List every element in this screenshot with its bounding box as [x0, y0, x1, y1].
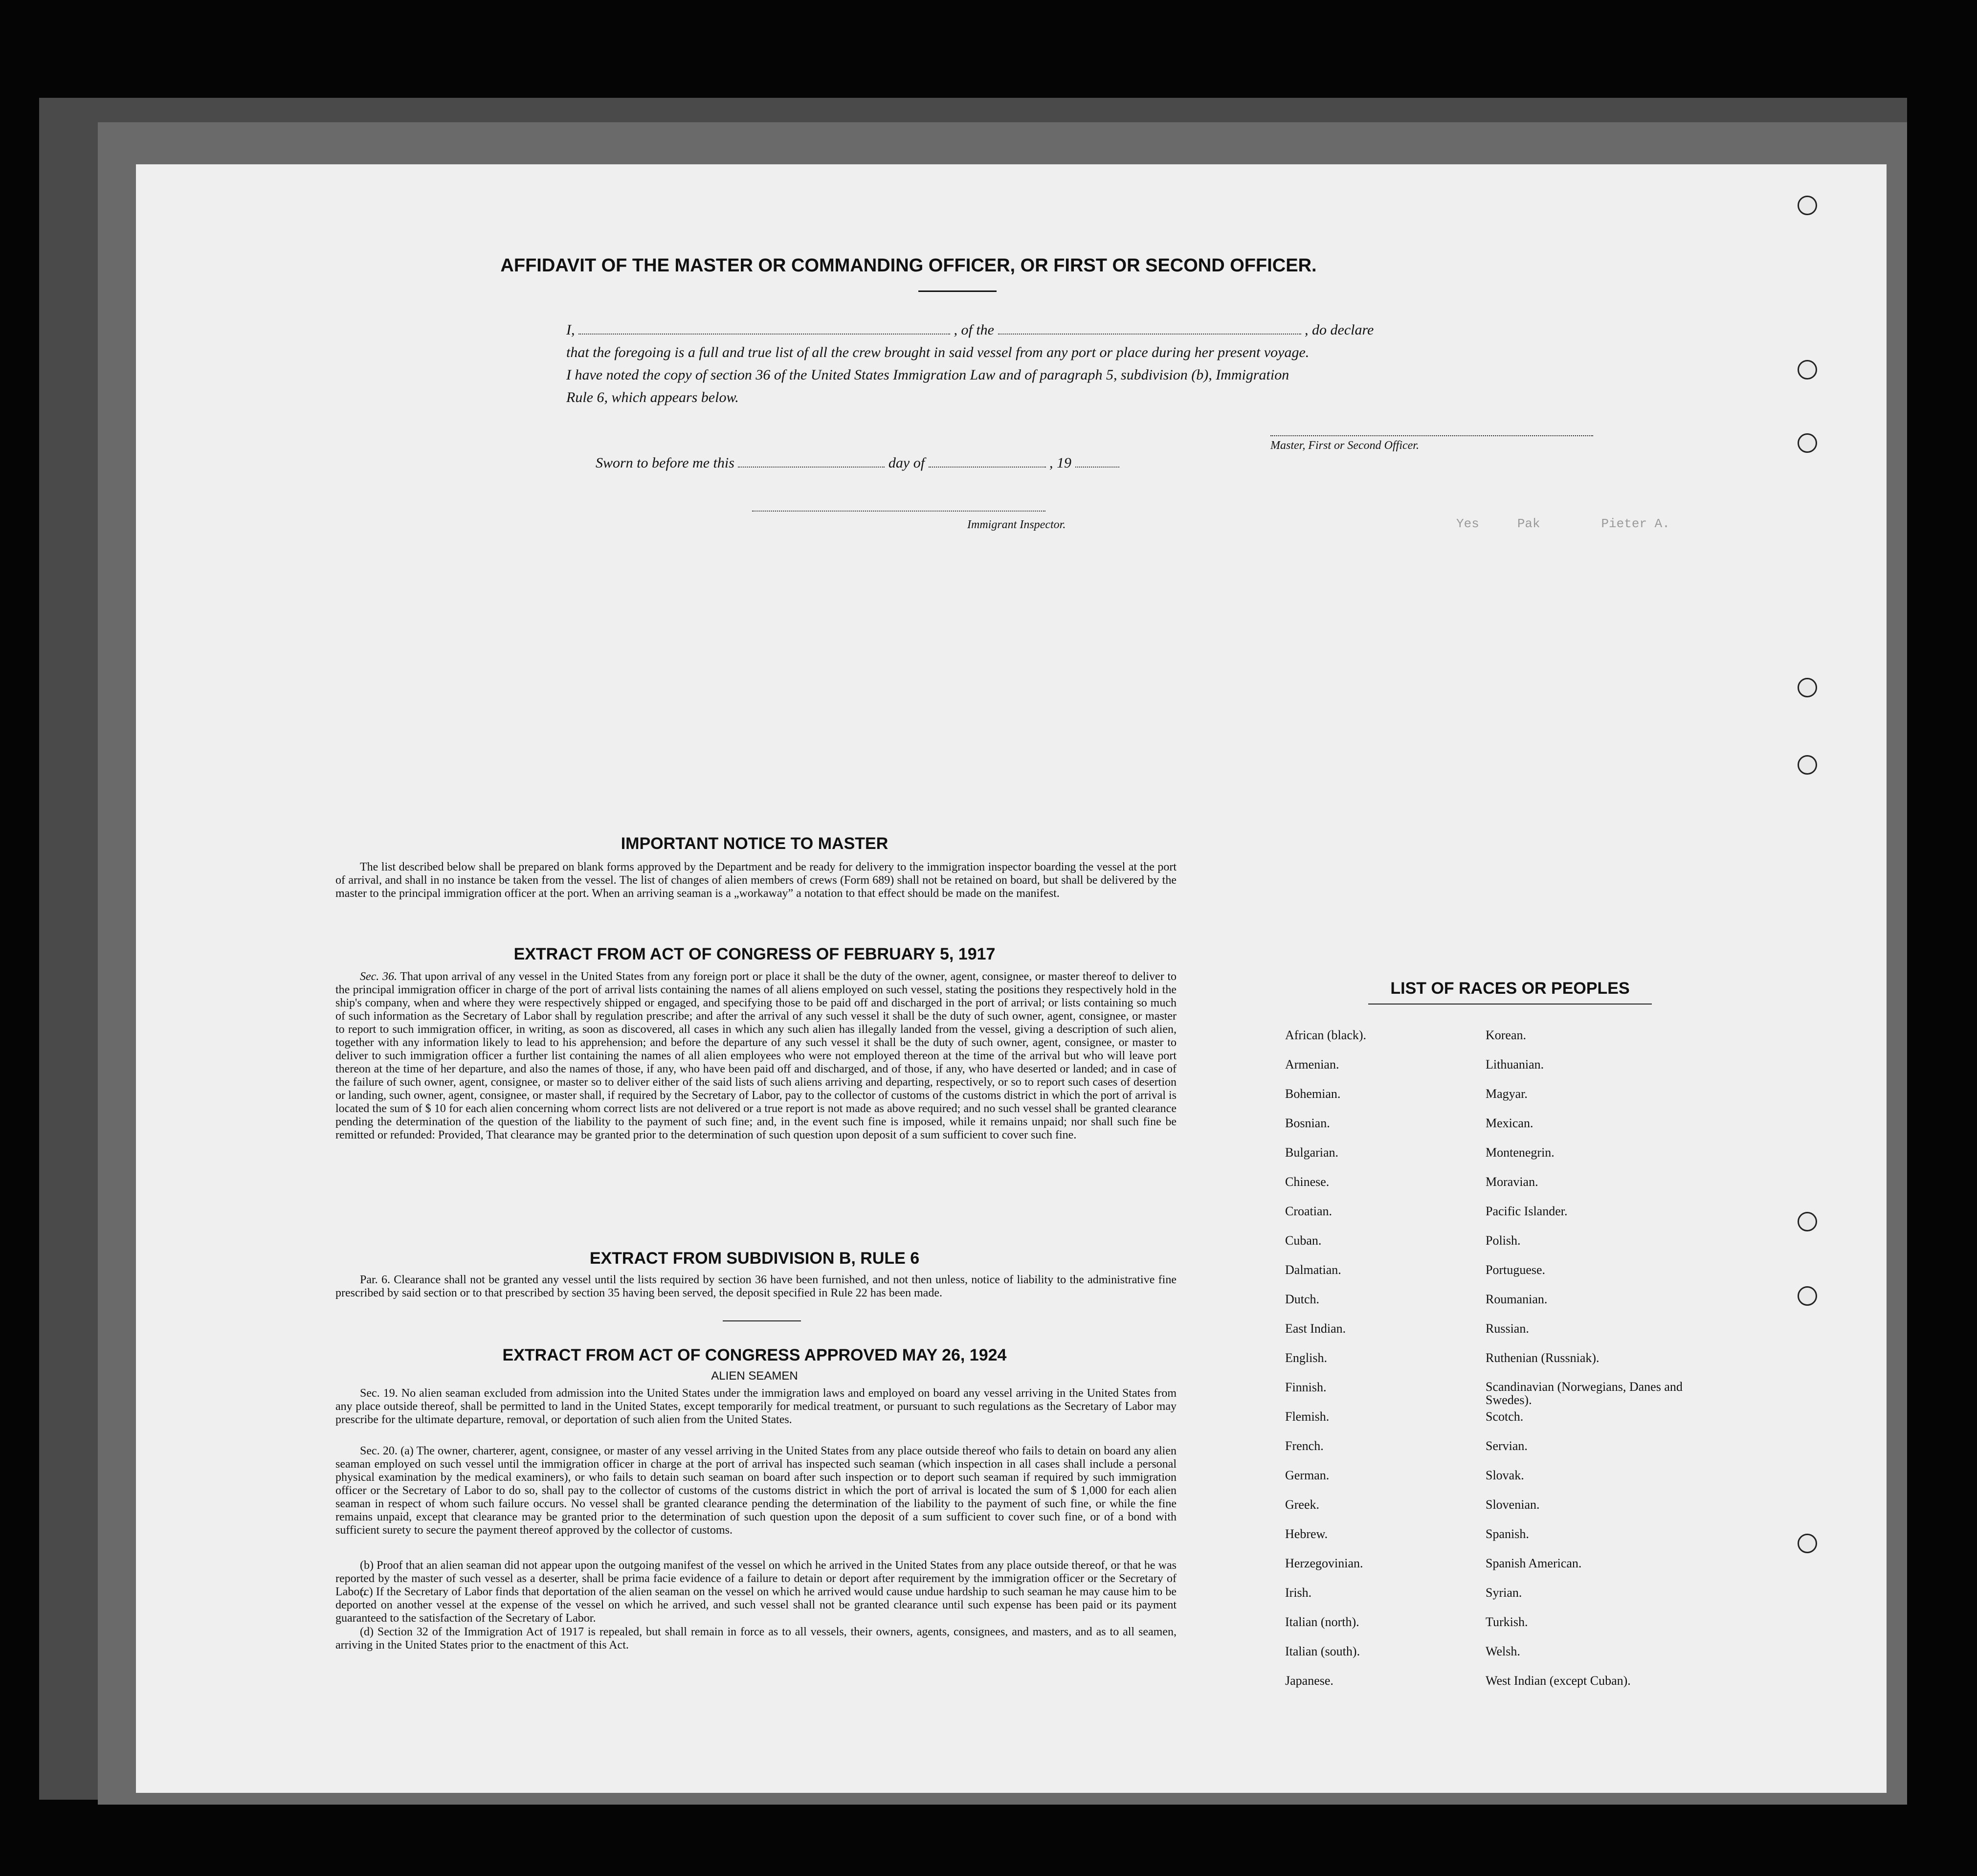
act-1924-heading: EXTRACT FROM ACT OF CONGRESS APPROVED MAY 26, 1924 — [502, 1346, 1007, 1364]
race-item: Bosnian. — [1285, 1116, 1330, 1130]
title-rule — [918, 290, 997, 292]
declaration-text: that the foregoing is a full and true list of all the crew brought in said vessel from any port or place during her present voyage. — [566, 344, 1310, 360]
race-item: Mexican. — [1486, 1116, 1533, 1130]
declaration-text: I have noted the copy of section 36 of the United States Immigration Law and of paragraph 5, subdivision (b), Immigration — [566, 367, 1289, 383]
sworn-year-field[interactable] — [1075, 456, 1119, 468]
alien-seamen-subheading: ALIEN SEAMEN — [711, 1369, 798, 1383]
declaration-mid: , of the — [954, 322, 994, 338]
inspector-label: Immigrant Inspector. — [967, 518, 1066, 531]
section-20c-text — [335, 1586, 1177, 1625]
race-item: East Indian. — [1285, 1321, 1346, 1336]
races-heading-rule — [1368, 1004, 1652, 1005]
race-item: Portuguese. — [1486, 1263, 1546, 1277]
section-20d-text — [335, 1626, 1177, 1652]
declaration-prefix: I, — [566, 322, 575, 338]
section-19-text — [335, 1387, 1177, 1427]
race-item: Finnish. — [1285, 1380, 1327, 1394]
race-item: Scotch. — [1486, 1409, 1524, 1424]
section-20d-body: (d) Section 32 of the Immigration Act of 1917 is repealed, but shall remain in force as to all vessels, their owners, agents, consignees, and masters, and as to all seamen, arriving in the United States prior to the enactment of this Act. — [335, 1626, 1177, 1652]
race-item: Armenian. — [1285, 1057, 1339, 1072]
race-item: Spanish. — [1486, 1527, 1529, 1541]
race-item: Montenegrin. — [1486, 1145, 1555, 1160]
sworn-line — [596, 455, 1231, 471]
section-20a-body: Sec. 20. (a) The owner, charterer, agent, consignee, or master of any vessel arriving in the United States from any place outside thereof who fails to detain on board any alien seaman employed on such vessel until the immigration officer in charge at the port of arrival has inspected such seaman (which inspection in all cases shall include a personal physical examination by the medical examiners), or who fails to detain such seaman on board after such inspection or to deport such seaman if required by such immigration officer or the Secretary of Labor to do so, shall pay to the collector of customs of the customs district in which the port of arrival is located the sum of $ 1,000 for each alien seaman in respect of whom such failure occurs. No vessel shall be granted clearance pending the determination of the liability to the payment of such fine, or while the fine remains unpaid, except that clearance may be granted prior to the determination of such question upon the deposit of a sum sufficient to cover such fine, or of a bond with sufficient surety to secure the payment thereof approved by the collector of customs. — [335, 1445, 1177, 1537]
signature-label: Master, First or Second Officer. — [1270, 439, 1419, 452]
races-list-right — [1486, 1028, 1730, 1703]
race-item: Dutch. — [1285, 1292, 1320, 1306]
sworn-day-field[interactable] — [738, 456, 885, 468]
race-item: Dalmatian. — [1285, 1263, 1341, 1277]
bleed-through-text: Yes Pak Pieter A. — [1456, 516, 1670, 531]
race-item: Spanish American. — [1486, 1556, 1582, 1570]
act-1917-heading: EXTRACT FROM ACT OF CONGRESS OF FEBRUARY 5, 1917 — [513, 945, 996, 963]
race-item: Pacific Islander. — [1486, 1204, 1568, 1218]
race-item: Irish. — [1285, 1586, 1312, 1600]
race-item: Syrian. — [1486, 1586, 1522, 1600]
section-36-text — [335, 970, 1177, 1142]
race-item: Slovenian. — [1486, 1497, 1540, 1512]
notice-heading: IMPORTANT NOTICE TO MASTER — [621, 834, 889, 853]
race-item: Hebrew. — [1285, 1527, 1328, 1541]
rule-6-text — [335, 1273, 1177, 1300]
race-item: Croatian. — [1285, 1204, 1333, 1218]
race-item: Russian. — [1486, 1321, 1529, 1336]
race-item: Roumanian. — [1486, 1292, 1548, 1306]
sworn-month-field[interactable] — [929, 456, 1046, 468]
notice-body: The list described below shall be prepared on blank forms approved by the Department and be ready for delivery to the immigration inspector boarding the vessel at the port of arrival, and shall in no instance be taken from the vessel. The list of changes of alien members of crews (Form 689) shall not be retained on board, but shall be delivered by the master to the principal immigration officer at the port. When an arriving seaman is a „workaway” a notation to that effect should be made on the manifest. — [335, 861, 1177, 900]
race-item: Servian. — [1486, 1439, 1528, 1453]
race-item: West Indian (except Cuban). — [1486, 1674, 1631, 1688]
declaration-text: Rule 6, which appears below. — [566, 389, 739, 405]
race-item: Korean. — [1486, 1028, 1527, 1042]
officer-name-field[interactable] — [578, 323, 950, 335]
notice-text — [335, 861, 1177, 900]
declaration-line — [566, 319, 1593, 341]
races-list-left — [1285, 1028, 1471, 1703]
section-36-body: That upon arrival of any vessel in the United States from any foreign port or place it shall be the duty of the owner, agent, consignee, or master thereof to deliver to the principal immigration officer in charge of the port of arrival lists containing the names of all aliens employed on such vessel, stating the positions they respectively hold in the ship's company, when and where they were respectively shipped or engaged, and specifying those to be paid off and discharged in the port of arrival; or lists containing so much of such information as the Secretary of Labor shall by regulation prescribe; and after the arrival of any such vessel it shall be the duty of such owner, agent, consignee, or master to report to such immigration officer, in writing, as soon as discovered, all cases in which any such alien has illegally landed from the vessel, giving a description of such alien, together with any information likely to lead to his apprehension; and before the departure of any such vessel it shall be the duty of such owner, agent, consignee, or master to deliver to such immigration officer a further list containing the names of all alien employees who were not employed thereon at the time of the arrival but who will leave port thereon at the time of her departure, and also the names of those, if any, who have been paid off and discharged, and of those, if any, who have deserted or landed; and in case of the failure of such owner, agent, consignee, or master so to deliver either of the said lists of such aliens arriving and departing, respectively, or so to report such cases of desertion or landing, such owner, agent, consignee, or master shall, if required by the Secretary of Labor, pay to the collector of customs of the customs district in which the port of arrival is located the sum of $ 10 for each alien concerning whom correct lists are not delivered or a true report is not made as above required; and no such vessel shall be granted clearance pending the determination of the question of the liability to the payment of such fine; and, in the event such fine is imposed, while it remains unpaid; nor shall such fine be remitted or refunded: Provided, That clearance may be granted prior to the determination of such question upon deposit of a sum sufficient to cover such fine. — [335, 970, 1177, 1141]
race-item: French. — [1285, 1439, 1324, 1453]
race-item: Polish. — [1486, 1233, 1521, 1248]
race-item: Italian (north). — [1285, 1615, 1359, 1629]
race-item: Bulgarian. — [1285, 1145, 1339, 1160]
race-item: Ruthenian (Russniak). — [1486, 1351, 1599, 1365]
section-19-body: Sec. 19. No alien seaman excluded from admission into the United States under the immigration laws and employed on board any vessel arriving in the United States from any place outside thereof, shall be permitted to land in the United States, except temporarily for medical treatment, or pursuant to such regulations as the Secretary of Labor may prescribe for the ultimate departure, removal, or deportation of such alien from the United States. — [335, 1387, 1177, 1426]
race-item: Italian (south). — [1285, 1644, 1360, 1658]
rule-6-body: Par. 6. Clearance shall not be granted any vessel until the lists required by section 36 have been furnished, and not then unless, notice of liability to the administrative fine prescribed by said section or to that prescribed by section 35 having been served, the deposit specified in Rule 22 has been made. — [335, 1273, 1177, 1299]
race-item: Scandinavian (Norwegians, Danes and Swedes). — [1486, 1380, 1683, 1407]
race-item: Bohemian. — [1285, 1087, 1341, 1101]
section-20b-body: (b) Proof that an alien seaman did not appear upon the outgoing manifest of the vessel on which he arrived in the United States from any place outside thereof, or that he was reported by the master of such vessel as a deserter, shall be prima facie evidence of a failure to detain or deport after requirement by the immigration officer or the Secretary of Labor. — [335, 1559, 1177, 1598]
race-item: Turkish. — [1486, 1615, 1528, 1629]
race-item: Lithuanian. — [1486, 1057, 1544, 1072]
race-item: Cuban. — [1285, 1233, 1322, 1248]
affidavit-document — [136, 164, 1887, 1793]
race-item: Herzegovinian. — [1285, 1556, 1363, 1570]
declaration-suffix: , do declare — [1305, 322, 1374, 338]
race-item: Magyar. — [1486, 1087, 1528, 1101]
sworn-prefix: Sworn to before me this — [596, 455, 734, 471]
rule-6-heading: EXTRACT FROM SUBDIVISION B, RULE 6 — [589, 1249, 920, 1268]
section-label: Sec. 36. — [360, 970, 397, 983]
signature-line[interactable] — [1270, 435, 1593, 436]
race-item: English. — [1285, 1351, 1327, 1365]
race-item: African (black). — [1285, 1028, 1367, 1042]
affidavit-title: AFFIDAVIT OF THE MASTER OR COMMANDING OFFICER, OR FIRST OR SECOND OFFICER. — [500, 255, 1317, 276]
race-item: Moravian. — [1486, 1175, 1538, 1189]
section-20a-text — [335, 1445, 1177, 1537]
section-rule — [723, 1320, 801, 1321]
race-item: Flemish. — [1285, 1409, 1330, 1424]
affidavit-page — [136, 164, 1887, 1793]
race-item: Japanese. — [1285, 1674, 1333, 1688]
vessel-name-field[interactable] — [998, 323, 1301, 335]
race-item: Chinese. — [1285, 1175, 1330, 1189]
section-20c-body: (c) If the Secretary of Labor finds that deportation of the alien seaman on the vessel on which he arrived would cause undue hardship to such seaman he may cause him to be deported on another vessel at the expense of the vessel on which he arrived, and such vessel shall not be granted clearance until such expense has been paid or its payment guaranteed to the satisfaction of the Secretary of Labor. — [335, 1586, 1177, 1625]
race-item: Greek. — [1285, 1497, 1320, 1512]
inspector-signature-line[interactable] — [752, 511, 1045, 512]
race-item: Welsh. — [1486, 1644, 1520, 1658]
races-heading: LIST OF RACES OR PEOPLES — [1390, 979, 1630, 998]
race-item: German. — [1285, 1468, 1330, 1482]
sworn-day-label: day of — [888, 455, 925, 471]
sworn-year-label: , 19 — [1049, 455, 1072, 471]
race-item: Slovak. — [1486, 1468, 1524, 1482]
